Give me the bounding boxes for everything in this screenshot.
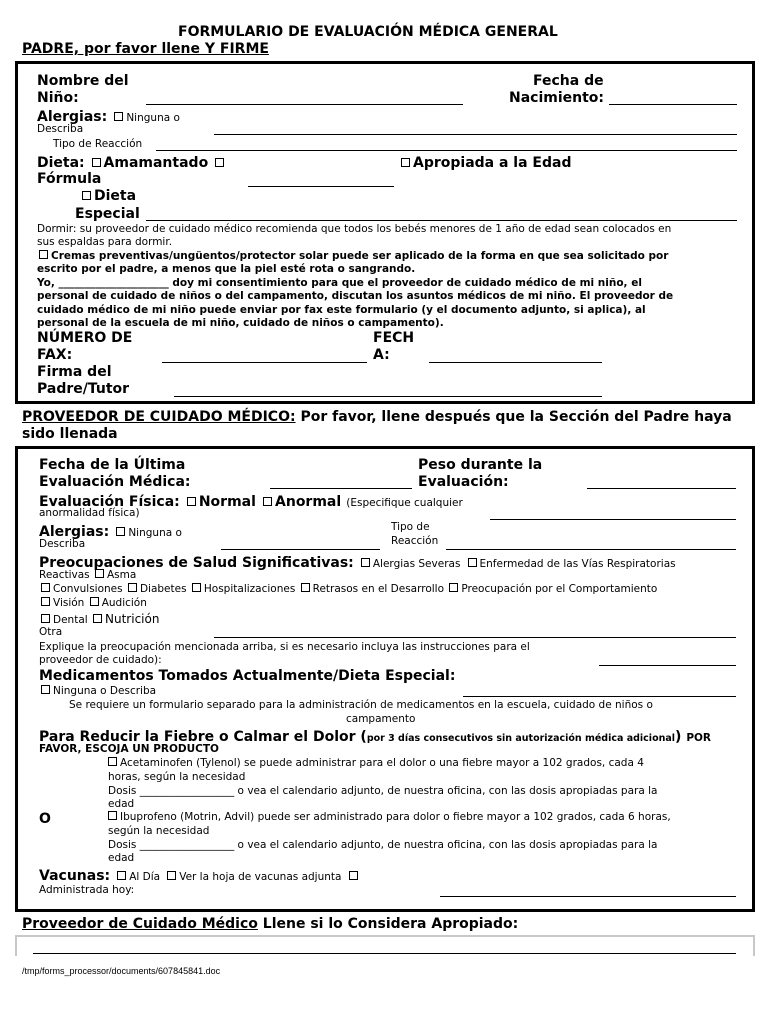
- diet-breastfed-label: Amamantado: [103, 155, 209, 171]
- consent-line-2: personal de cuidado de niños o del campamento, discutan los asuntos médicos de mi niño. El proveedor de: [37, 290, 674, 302]
- consent-text: doy mi consentimiento para que el proveedor de cuidado médico de mi niño, el: [168, 277, 642, 289]
- provider-header-line-1: [22, 409, 732, 425]
- concern-allergies-label: Alergias Severas: [372, 558, 461, 570]
- vaccines-sheet-label: Ver la hoja de vacunas adjunta: [179, 871, 342, 883]
- concern-nutrition-label: Nutrición: [105, 612, 160, 626]
- concern-dental-checkbox[interactable]: [41, 614, 50, 623]
- concern-asthma-label: Asma: [107, 569, 137, 581]
- acetaminophen-dose-rest: o vea el calendario adjunto, de nuestra oficina, con las dosis apropiadas para la: [234, 785, 658, 797]
- diet-row: [37, 155, 227, 171]
- concerns-row-2: [39, 569, 136, 582]
- meds-field[interactable]: [463, 696, 736, 697]
- child-name-label-2: Niño:: [37, 90, 79, 106]
- diet-age-checkbox[interactable]: [401, 158, 410, 167]
- concern-other-label: Otra: [39, 626, 63, 638]
- diet-formula-checkbox[interactable]: [215, 158, 224, 167]
- child-name-field[interactable]: [146, 104, 463, 105]
- ibuprofen-text-2: según la necesidad: [108, 825, 210, 837]
- parent-allergies-describe: Describa: [37, 123, 84, 135]
- concern-respiratory-label-1: Enfermedad de las Vías Respiratorias: [479, 558, 676, 570]
- physical-abnormal-field[interactable]: [490, 519, 736, 520]
- diet-special-field[interactable]: [146, 220, 737, 221]
- meds-label: Medicamentos Tomados Actualmente/Dieta Especial:: [39, 668, 456, 684]
- acetaminophen-dose-age: edad: [108, 798, 135, 810]
- creams-text-1: Cremas preventivas/ungüentos/protector solar puede ser aplicado de la forma en que sea solicitado por: [51, 250, 669, 262]
- acetaminophen-checkbox[interactable]: [108, 757, 117, 766]
- weight-label-1: Peso durante la: [418, 457, 543, 473]
- physical-normal-checkbox[interactable]: [187, 497, 196, 506]
- dob-label-1: Fecha de: [533, 73, 604, 89]
- last-exam-label-1: Fecha de la Última: [39, 457, 186, 473]
- concern-allergies-checkbox[interactable]: [361, 558, 370, 567]
- concern-hearing-checkbox[interactable]: [90, 597, 99, 606]
- concern-vision-checkbox[interactable]: [41, 597, 50, 606]
- diet-special-label-1: Dieta: [94, 188, 137, 204]
- fax-label-2: FAX:: [37, 347, 73, 363]
- last-exam-label-2: Evaluación Médica:: [39, 474, 191, 490]
- fax-field[interactable]: [162, 362, 367, 363]
- sleep-notice-1: Dormir: su proveedor de cuidado médico recomienda que todos los bebés menores de 1 año de edad sean colocados en: [37, 223, 672, 235]
- ibuprofen-text-1: Ibuprofeno (Motrin, Advil) puede ser administrado para dolor o fiebre mayor a 102 grados, cada 6 horas,: [120, 811, 671, 823]
- sign-date-label-2: A:: [373, 347, 390, 363]
- diet-formula-field[interactable]: [248, 186, 394, 187]
- parent-allergies-label: Alergias:: [37, 109, 108, 125]
- concern-dental-label: Dental: [53, 614, 88, 626]
- optional-header-text: Llene si lo Considera Apropiado:: [257, 916, 519, 932]
- concern-diabetes-label: Diabetes: [139, 583, 187, 595]
- ibuprofen-checkbox[interactable]: [108, 811, 117, 820]
- acetaminophen-dose-field[interactable]: __________________: [139, 785, 235, 797]
- concern-seizures-label: Convulsiones: [53, 583, 123, 595]
- diet-label: Dieta:: [37, 155, 85, 171]
- creams-row: [37, 250, 668, 263]
- provider-allergies-none-label: Ninguna o: [128, 527, 182, 539]
- diet-special-checkbox[interactable]: [82, 191, 91, 200]
- fever-line-2: FAVOR, ESCOJA UN PRODUCTO: [39, 743, 219, 755]
- signature-label-2: Padre/Tutor: [37, 381, 130, 397]
- concern-hospital-checkbox[interactable]: [192, 583, 201, 592]
- child-name-label-1: Nombre del: [37, 73, 129, 89]
- meds-note-1: Se requiere un formulario separado para la administración de medicamentos en la escuela, cuidado de niños o: [69, 699, 653, 711]
- ibuprofen-dose-rest: o vea el calendario adjunto, de nuestra oficina, con las dosis apropiadas para la: [234, 839, 658, 851]
- concern-delays-label: Retrasos en el Desarrollo: [312, 583, 445, 595]
- creams-text-2: escrito por el padre, a menos que la piel esté rota o sangrando.: [37, 263, 416, 275]
- provider-header-title: PROVEEDOR DE CUIDADO MÉDICO:: [22, 409, 296, 425]
- fever-por: POR: [686, 732, 712, 744]
- provider-reaction-2: Reacción: [391, 535, 439, 547]
- weight-field[interactable]: [587, 488, 736, 489]
- vaccines-current-label: Al Día: [129, 871, 161, 883]
- fax-label-1: NÚMERO DE: [37, 330, 133, 346]
- diet-age-label: Apropiada a la Edad: [413, 155, 572, 171]
- physical-normal-label: Normal: [198, 494, 256, 510]
- ibuprofen-dose-label: Dosis: [108, 839, 137, 851]
- parent-instructions: PADRE, por favor llene Y FIRME: [22, 41, 269, 57]
- or-label: O: [39, 811, 51, 827]
- creams-checkbox[interactable]: [39, 250, 48, 259]
- consent-line-3: cuidado médico de mi niño puede enviar por fax este formulario (y el documento adjunto, si aplica), al: [37, 304, 646, 316]
- diet-special-label-2: Especial: [75, 206, 140, 222]
- parent-allergies-none-checkbox[interactable]: [114, 112, 123, 121]
- physical-abnormal-label: Anormal: [275, 494, 342, 510]
- ibuprofen-dose-field[interactable]: __________________: [139, 839, 235, 851]
- vaccines-given-label: Administrada hoy:: [39, 884, 135, 896]
- consent-line-1: [37, 277, 642, 290]
- meds-none-row: [39, 685, 156, 698]
- concern-hospital-label: Hospitalizaciones: [203, 583, 296, 595]
- dob-label-2: Nacimiento:: [509, 90, 605, 106]
- diet-special-row: [80, 188, 136, 204]
- physical-specify-2: anormalidad física): [39, 507, 140, 519]
- concern-diabetes-checkbox[interactable]: [128, 583, 137, 592]
- explain-label-2: proveedor de cuidado):: [39, 654, 162, 666]
- physical-specify-1: (Especifique cualquier: [346, 497, 463, 509]
- vaccines-sheet-checkbox[interactable]: [167, 871, 176, 880]
- parent-reaction-label: Tipo de Reacción: [53, 138, 143, 150]
- explain-field[interactable]: [599, 665, 736, 666]
- meds-note-2: campamento: [346, 713, 416, 725]
- vaccines-given-field[interactable]: [440, 896, 736, 897]
- footer-path: /tmp/forms_processor/documents/607845841.doc: [22, 966, 221, 976]
- concern-delays-checkbox[interactable]: [301, 583, 310, 592]
- form-title: FORMULARIO DE EVALUACIÓN MÉDICA GENERAL: [178, 24, 558, 40]
- concern-hearing-label: Audición: [101, 597, 147, 609]
- diet-formula-label: Fórmula: [37, 171, 102, 187]
- provider-allergies-none-checkbox[interactable]: [116, 527, 125, 536]
- dob-field[interactable]: [609, 104, 737, 105]
- meds-none-checkbox[interactable]: [41, 685, 50, 694]
- acetaminophen-dose-row: [108, 785, 657, 798]
- acetaminophen-row: [106, 757, 644, 770]
- vaccines-row: [39, 865, 361, 884]
- provider-header-line-2: sido llenada: [22, 426, 118, 442]
- consent-prefix: Yo,: [37, 277, 59, 289]
- meds-none-label: Ninguna o Describa: [53, 685, 157, 697]
- fever-note: por 3 días consecutivos sin autorización médica adicional: [366, 733, 676, 744]
- parent-allergies-none-label: Ninguna o: [126, 112, 180, 124]
- parent-reaction-field[interactable]: [156, 150, 737, 151]
- concern-nutrition-checkbox[interactable]: [93, 614, 102, 623]
- optional-header-title: Proveedor de Cuidado Médico: [22, 916, 258, 932]
- fever-paren-close: ): [675, 729, 687, 745]
- sign-date-field[interactable]: [429, 362, 602, 363]
- concern-behavior-label: Preocupación por el Comportamiento: [461, 583, 658, 595]
- concerns-row-3: [39, 583, 657, 596]
- consent-name-field[interactable]: _____________________: [58, 277, 169, 289]
- ibuprofen-dose-age: edad: [108, 852, 135, 864]
- concerns-row-5: [39, 612, 159, 627]
- diet-breastfed-checkbox[interactable]: [92, 158, 101, 167]
- ibuprofen-dose-row: [108, 839, 657, 852]
- concern-respiratory-checkbox[interactable]: [468, 558, 477, 567]
- concerns-row-4: [39, 597, 147, 610]
- provider-reaction-field[interactable]: [446, 549, 736, 550]
- concern-behavior-checkbox[interactable]: [449, 583, 458, 592]
- weight-label-2: Evaluación:: [418, 474, 509, 490]
- provider-reaction-1: Tipo de: [391, 521, 430, 533]
- sleep-notice-2: sus espaldas para dormir.: [37, 236, 173, 248]
- concern-vision-label: Visión: [53, 597, 85, 609]
- provider-allergies-label: Alergias:: [39, 524, 110, 540]
- concern-respiratory-label-2: Reactivas: [39, 569, 90, 581]
- signature-field[interactable]: [174, 396, 602, 397]
- optional-notes-field[interactable]: [33, 953, 736, 954]
- acetaminophen-text-1: Acetaminofen (Tylenol) se puede administrar para el dolor o una fiebre mayor a 102 grados, cada 4: [120, 757, 644, 769]
- concern-other-field[interactable]: [214, 637, 736, 638]
- provider-header-text: Por favor, llene después que la Sección del Padre haya: [295, 409, 732, 425]
- physical-exam-label: Evaluación Física:: [39, 494, 180, 510]
- vaccines-given-checkbox[interactable]: [349, 871, 358, 880]
- ibuprofen-row: [106, 811, 671, 824]
- last-exam-field[interactable]: [270, 488, 412, 489]
- concern-seizures-checkbox[interactable]: [41, 583, 50, 592]
- diet-age-row: [399, 155, 571, 171]
- acetaminophen-text-2: horas, según la necesidad: [108, 771, 246, 783]
- vaccines-label: Vacunas:: [39, 868, 111, 884]
- consent-line-4: personal de la escuela de mi niño, cuidado de niños o campamento).: [37, 317, 444, 329]
- fever-paren-open: (: [355, 729, 367, 745]
- signature-label-1: Firma del: [37, 364, 112, 380]
- explain-label-1: Explique la preocupación mencionada arriba, si es necesario incluya las instrucciones para el: [39, 641, 530, 653]
- concerns-label: Preocupaciones de Salud Significativas:: [39, 555, 354, 571]
- parent-allergies-field[interactable]: [214, 134, 737, 135]
- provider-allergies-field[interactable]: [221, 549, 380, 550]
- provider-allergies-describe: Describa: [39, 538, 86, 550]
- sign-date-label-1: FECH: [373, 330, 415, 346]
- vaccines-current-checkbox[interactable]: [117, 871, 126, 880]
- acetaminophen-dose-label: Dosis: [108, 785, 137, 797]
- optional-header: [22, 916, 518, 932]
- concern-asthma-checkbox[interactable]: [95, 569, 104, 578]
- fever-label: Para Reducir la Fiebre o Calmar el Dolor: [39, 729, 356, 745]
- physical-abnormal-checkbox[interactable]: [263, 497, 272, 506]
